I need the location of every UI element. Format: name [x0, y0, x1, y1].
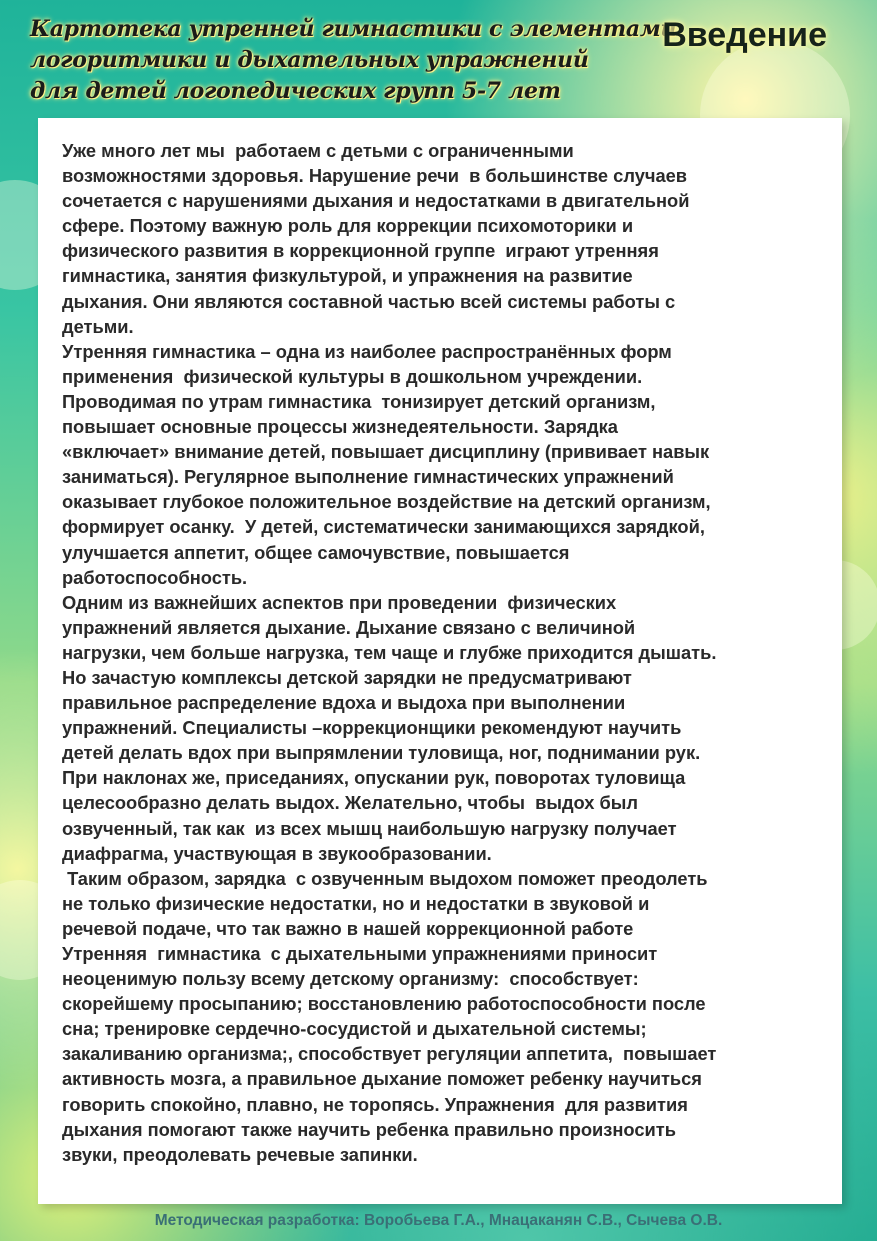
- body-line: Уже много лет мы работаем с детьми с ограниченными: [62, 140, 574, 161]
- document-title: [30, 14, 677, 107]
- body-line: сна; тренировке сердечно-сосудистой и дыхательной системы;: [62, 1018, 647, 1040]
- body-line: упражнений. Специалисты –коррекционщики рекомендуют научить: [62, 717, 682, 739]
- body-line: применения физической культуры в дошкольном учреждении.: [62, 365, 643, 387]
- title-line: для детей логопедических групп 5-7 лет: [30, 78, 561, 104]
- body-line: целесообразно делать выдох. Желательно, чтобы выдох был: [62, 792, 639, 814]
- section-heading: Введение: [662, 16, 827, 54]
- body-line: детьми.: [62, 315, 134, 337]
- body-line: диафрагма, участвующая в звукообразовании.: [62, 842, 492, 864]
- body-line: Но зачастую комплексы детской зарядки не предусматривают: [62, 666, 632, 688]
- body-line: заниматься). Регулярное выполнение гимнастических упражнений: [62, 466, 674, 488]
- body-line: звуки, преодолевать речевые запинки.: [62, 1143, 418, 1165]
- body-line: возможностями здоровья. Нарушение речи в большинстве случаев: [62, 165, 688, 187]
- title-line: Картотека утренней гимнастики с элементами: [30, 16, 677, 42]
- body-line: не только физические недостатки, но и недостатки в звуковой и: [62, 892, 650, 914]
- body-line: Утренняя гимнастика – одна из наиболее распространённых форм: [62, 340, 672, 362]
- body-line: При наклонах же, приседаниях, опускании рук, поворотах туловища: [62, 767, 686, 789]
- body-line: «включает» внимание детей, повышает дисциплину (прививает навык: [62, 441, 710, 463]
- body-line: Одним из важнейших аспектов при проведении физических: [62, 591, 617, 613]
- body-line: дыхания помогают также научить ребенка правильно произносить: [62, 1118, 676, 1140]
- body-line: говорить спокойно, плавно, не торопясь. Упражнения для развития: [62, 1093, 688, 1115]
- body-line: активность мозга, а правильное дыхание поможет ребенку научиться: [62, 1068, 702, 1090]
- body-line: дыхания. Они являются составной частью всей системы работы с: [62, 290, 676, 312]
- body-line: озвученный, так как из всех мышц наибольшую нагрузку получает: [62, 817, 677, 839]
- body-line: правильное распределение вдоха и выдоха при выполнении: [62, 692, 626, 714]
- body-line: улучшается аппетит, общее самочувствие, повышается: [62, 541, 570, 563]
- body-line: нагрузки, чем больше нагрузка, тем чаще и глубже приходится дышать.: [62, 641, 717, 663]
- body-line: речевой подаче, что так важно в нашей коррекционной работе: [62, 917, 634, 939]
- body-line: детей делать вдох при выпрямлении туловища, ног, поднимании рук.: [62, 742, 701, 764]
- body-line: формирует осанку. У детей, систематически занимающихся зарядкой,: [62, 516, 705, 538]
- body-line: Таким образом, зарядка с озвученным выдохом поможет преодолеть: [62, 867, 708, 889]
- body-line: скорейшему просыпанию; восстановлению работоспособности после: [62, 993, 706, 1015]
- body-line: повышает основные процессы жизнедеятельности. Зарядка: [62, 416, 618, 438]
- authors-credit: Методическая разработка: Воробьева Г.А., Мнацаканян С.В., Сычева О.В.: [154, 1212, 723, 1229]
- body-line: сфере. Поэтому важную роль для коррекции психомоторики и: [62, 215, 634, 237]
- body-line: неоценимую пользу всему детскому организму: способствует:: [62, 968, 639, 990]
- title-line: логоритмики и дыхательных упражнений: [30, 47, 589, 73]
- body-line: физического развития в коррекционной группе играют утренняя: [62, 240, 659, 262]
- body-line: работоспособность.: [62, 566, 248, 588]
- body-line: сочетается с нарушениями дыхания и недостатками в двигательной: [62, 190, 690, 212]
- body-line: упражнений является дыхание. Дыхание связано с величиной: [62, 616, 636, 638]
- body-line: оказывает глубокое положительное воздействие на детский организм,: [62, 491, 711, 513]
- body-line: Проводимая по утрам гимнастика тонизирует детский организм,: [62, 390, 656, 412]
- body-line: Утренняя гимнастика с дыхательными упражнениями приносит: [62, 943, 658, 964]
- body-line: гимнастика, занятия физкультурой, и упражнения на развитие: [62, 265, 633, 287]
- body-text: [62, 138, 852, 1167]
- body-line: закаливанию организма;, способствует регуляции аппетита, повышает: [62, 1043, 717, 1065]
